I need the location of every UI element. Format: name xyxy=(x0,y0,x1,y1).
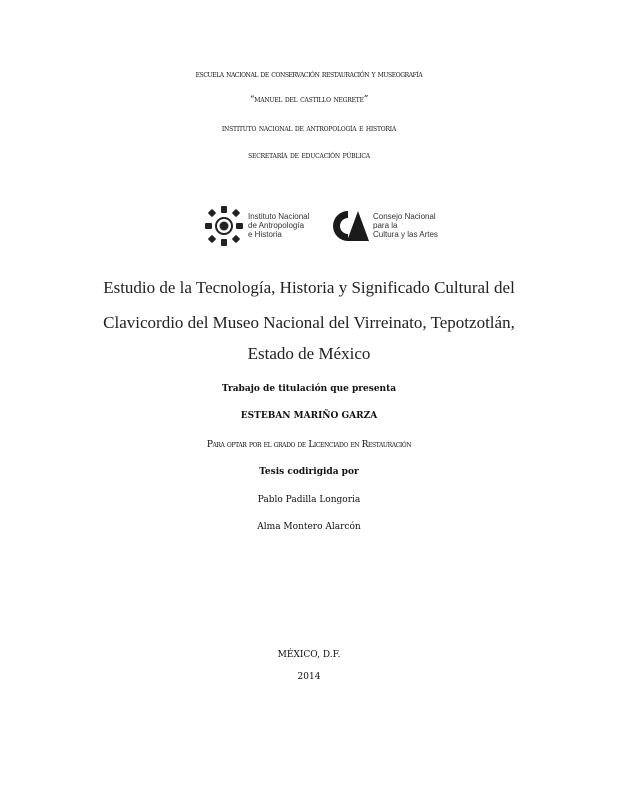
thesis-title-line3: Estado de México xyxy=(247,344,371,363)
year: 2014 xyxy=(297,672,321,682)
logos-row xyxy=(204,204,454,248)
conaculta-logo-line2: para la xyxy=(373,221,398,230)
advisor-2: Alma Montero Alarcón xyxy=(257,522,361,532)
inah-logo-line3: e Historia xyxy=(248,230,282,239)
codirected-label: Tesis codirigida por xyxy=(259,467,359,477)
author-name: ESTEBAN MARIÑO GARZA xyxy=(240,411,378,421)
thesis-title-line1: Estudio de la Tecnología, Historia y Significado Cultural del xyxy=(103,278,515,297)
conaculta-logo xyxy=(328,208,454,248)
conaculta-logo-line1: Consejo Nacional xyxy=(373,212,436,221)
degree-statement: Para optar por el grado de Licenciado en Restauración xyxy=(206,440,412,450)
secretariat-name: secretaría de educación pública xyxy=(248,151,370,161)
advisor-1: Pablo Padilla Longoria xyxy=(257,495,361,505)
inah-logo xyxy=(204,204,324,248)
inah-logo-line2: de Antropología xyxy=(248,221,305,230)
institute-name: instituto nacional de antropología e historia xyxy=(221,124,397,134)
place: MÉXICO, D.F. xyxy=(277,650,341,660)
conaculta-logo-line3: Cultura y las Artes xyxy=(373,230,438,239)
school-subtitle: “manuel del castillo negrete” xyxy=(249,95,369,105)
presented-by-label: Trabajo de titulación que presenta xyxy=(221,384,397,394)
inah-emblem-icon xyxy=(204,204,244,248)
inah-logo-line1: Instituto Nacional xyxy=(248,212,310,221)
school-name: escuela nacional de conservación restauración y museografía xyxy=(195,70,423,80)
thesis-title-line2: Clavicordio del Museo Nacional del Virreinato, Tepotzotlán, xyxy=(103,313,515,332)
conaculta-emblem-icon xyxy=(328,208,370,244)
